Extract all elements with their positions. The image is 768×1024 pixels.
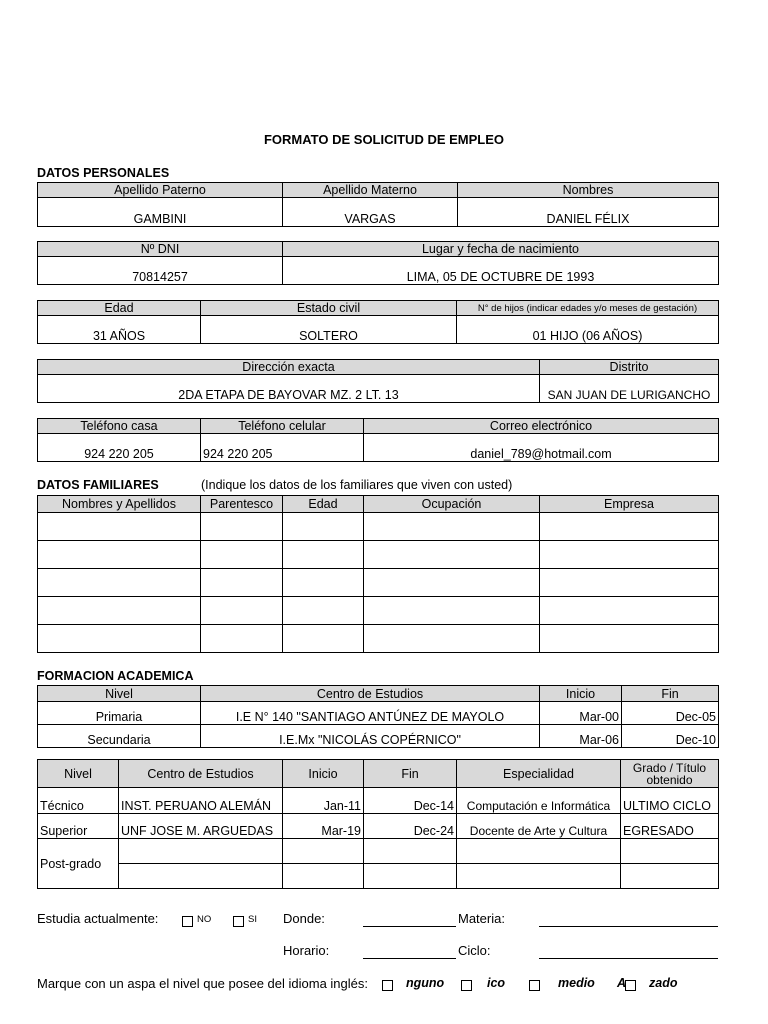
table-cell[interactable] [540,597,719,625]
basico-label: ico [487,976,506,990]
col-empresa: Empresa [540,496,719,513]
table-cell[interactable] [201,625,283,653]
table-cell[interactable] [364,569,540,597]
nacimiento-value: LIMA, 05 DE OCTUBRE DE 1993 [283,257,719,285]
table-cell[interactable] [283,625,364,653]
secundaria-fin: Dec-10 [622,725,719,748]
ingles-label: Marque con un aspa el nivel que posee del idioma inglés: [37,976,368,991]
table-cell[interactable] [540,513,719,541]
apellido-materno-label: Apellido Materno [283,183,458,198]
table-row [38,864,719,889]
page-title: FORMATO DE SOLICITUD DE EMPLEO [263,132,505,147]
direccion-value: 2DA ETAPA DE BAYOVAR MZ. 2 LT. 13 [38,375,540,403]
superior-fin: Dec-24 [364,814,457,839]
table-cell[interactable] [38,569,201,597]
si-label: SI [248,914,257,925]
distrito-value: SAN JUAN DE LURIGANCHO [540,375,719,403]
distrito-label: Distrito [540,360,719,375]
direccion-table [37,359,719,403]
postgrado-label: Post-grado [38,839,119,889]
table-cell[interactable] [457,839,621,864]
tecnico-centro: INST. PERUANO ALEMÁN [119,788,283,814]
donde-label: Donde: [283,911,325,926]
col-fin: Fin [364,760,457,788]
primaria-inicio: Mar-00 [540,702,622,725]
superior-especialidad: Docente de Arte y Cultura [457,814,621,839]
table-cell[interactable] [540,625,719,653]
table-cell[interactable] [621,864,719,889]
table-row [38,725,719,748]
tel-celular-label: Teléfono celular [201,419,364,434]
tecnico-grado: ULTIMO CICLO [621,788,719,814]
avanzado-prefix: A [617,976,627,990]
datos-familiares-heading: DATOS FAMILIARES [37,478,159,492]
nombres-label: Nombres [458,183,719,198]
no-checkbox[interactable] [182,916,193,927]
dni-value: 70814257 [38,257,283,285]
table-cell[interactable] [283,839,364,864]
ninguno-checkbox[interactable] [382,980,393,991]
table-cell[interactable] [621,839,719,864]
primaria-centro: I.E N° 140 "SANTIAGO ANTÚNEZ DE MAYOLO [201,702,540,725]
table-cell[interactable] [201,541,283,569]
apellido-paterno-label: Apellido Paterno [38,183,283,198]
table-cell[interactable] [201,569,283,597]
table-row [38,839,719,864]
table-row [38,625,719,653]
col-edad: Edad [283,496,364,513]
tecnico-fin: Dec-14 [364,788,457,814]
tel-casa-value: 924 220 205 [38,434,201,462]
no-label: NO [197,914,212,925]
materia-field[interactable] [539,926,718,927]
table-row [38,569,719,597]
col-centro: Centro de Estudios [119,760,283,788]
correo-label: Correo electrónico [364,419,719,434]
secundaria-nivel: Secundaria [38,725,201,748]
table-cell[interactable] [364,597,540,625]
table-row [38,702,719,725]
nombres-value: DANIEL FÉLIX [458,198,719,227]
apellido-materno-value: VARGAS [283,198,458,227]
nacimiento-label: Lugar y fecha de nacimiento [283,242,719,257]
table-row [38,597,719,625]
avanzado-label: zado [649,976,678,990]
table-cell[interactable] [119,864,283,889]
dni-label: Nº DNI [38,242,283,257]
datos-personales-heading: DATOS PERSONALES [37,166,170,180]
table-cell[interactable] [283,513,364,541]
secundaria-centro: I.E.Mx "NICOLÁS COPÉRNICO" [201,725,540,748]
col-nivel: Nivel [38,760,119,788]
table-cell[interactable] [364,839,457,864]
table-cell[interactable] [457,864,621,889]
formacion-heading: FORMACION ACADEMICA [37,669,194,683]
table-cell[interactable] [283,597,364,625]
table-cell[interactable] [201,597,283,625]
tel-celular-value: 924 220 205 [201,434,364,462]
col-nombres: Nombres y Apellidos [38,496,201,513]
col-fin: Fin [622,686,719,702]
table-cell[interactable] [283,569,364,597]
horario-field[interactable] [363,958,456,959]
si-checkbox[interactable] [233,916,244,927]
primaria-fin: Dec-05 [622,702,719,725]
col-inicio: Inicio [283,760,364,788]
table-cell[interactable] [38,625,201,653]
col-parentesco: Parentesco [201,496,283,513]
intermedio-label: medio [558,976,595,990]
table-cell[interactable] [364,541,540,569]
edad-label: Edad [38,301,201,316]
superior-grado: EGRESADO [621,814,719,839]
basico-checkbox[interactable] [461,980,472,991]
formacion-superior-table [37,759,719,889]
col-grado: Grado / Título obtenido [621,760,719,788]
dni-table [37,241,719,285]
col-ocupacion: Ocupación [364,496,540,513]
nombres-table [37,182,719,227]
tecnico-especialidad: Computación e Informática [457,788,621,814]
superior-inicio: Mar-19 [283,814,364,839]
superior-nivel: Superior [38,814,119,839]
ciclo-field[interactable] [539,958,718,959]
donde-field[interactable] [363,926,456,927]
datos-familiares-note: (Indique los datos de los familiares que viven con usted) [201,478,513,492]
table-cell[interactable] [364,625,540,653]
col-centro: Centro de Estudios [201,686,540,702]
direccion-label: Dirección exacta [38,360,540,375]
table-row [38,788,719,814]
table-row [38,814,719,839]
table-cell[interactable] [364,864,457,889]
intermedio-checkbox[interactable] [529,980,540,991]
table-cell[interactable] [283,864,364,889]
materia-label: Materia: [458,911,505,926]
tecnico-inicio: Jan-11 [283,788,364,814]
estudia-label: Estudia actualmente: [37,911,159,926]
table-cell[interactable] [364,513,540,541]
telefono-table [37,418,719,462]
col-inicio: Inicio [540,686,622,702]
hijos-label: N° de hijos (indicar edades y/o meses de gestación) [457,301,719,316]
table-cell[interactable] [38,513,201,541]
table-cell[interactable] [540,569,719,597]
tecnico-nivel: Técnico [38,788,119,814]
tel-casa-label: Teléfono casa [38,419,201,434]
secundaria-inicio: Mar-06 [540,725,622,748]
table-cell[interactable] [540,541,719,569]
table-cell[interactable] [38,597,201,625]
col-nivel: Nivel [38,686,201,702]
table-row [38,513,719,541]
formacion-basica-table [37,685,719,748]
edad-value: 31 AÑOS [38,316,201,344]
superior-centro: UNF JOSE M. ARGUEDAS [119,814,283,839]
familiares-table [37,495,719,653]
estado-civil-value: SOLTERO [201,316,457,344]
correo-value: daniel_789@hotmail.com [364,434,719,462]
horario-label: Horario: [283,943,330,958]
hijos-value: 01 HIJO (06 AÑOS) [457,316,719,344]
ciclo-label: Ciclo: [458,943,491,958]
apellido-paterno-value: GAMBINI [38,198,283,227]
ninguno-label: nguno [406,976,445,990]
table-cell[interactable] [283,541,364,569]
estado-civil-label: Estado civil [201,301,457,316]
primaria-nivel: Primaria [38,702,201,725]
table-cell[interactable] [38,541,201,569]
table-cell[interactable] [201,513,283,541]
edad-table [37,300,719,344]
table-cell[interactable] [119,839,283,864]
table-row [38,541,719,569]
avanzado-checkbox[interactable] [625,980,636,991]
col-especialidad: Especialidad [457,760,621,788]
